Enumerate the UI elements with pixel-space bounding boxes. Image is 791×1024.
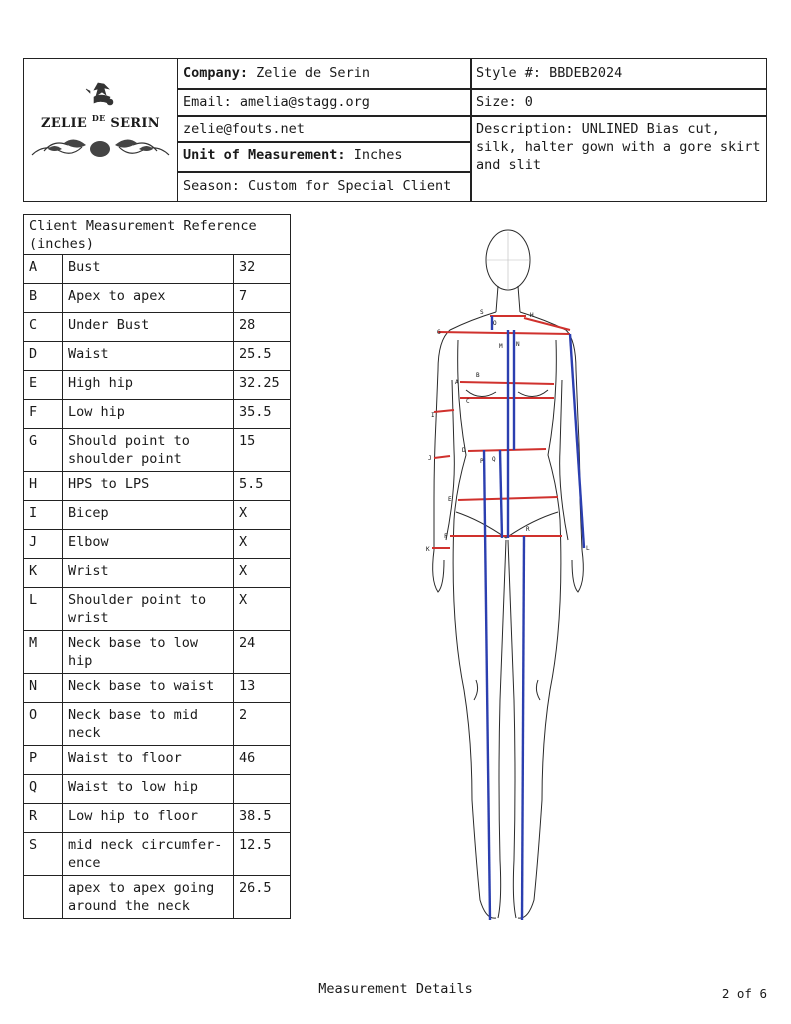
figure-label: I bbox=[431, 412, 435, 419]
figure-label: N bbox=[516, 341, 520, 348]
table-cell-code: C bbox=[24, 313, 63, 342]
table-cell-name: Neck base to waist bbox=[63, 674, 234, 703]
header-block bbox=[23, 58, 767, 202]
table-row bbox=[24, 833, 291, 876]
table-cell-value: 26.5 bbox=[234, 876, 291, 919]
table-cell-name: Apex to apex bbox=[63, 284, 234, 313]
table-cell-code: O bbox=[24, 703, 63, 746]
table-cell-name: Low hip bbox=[63, 400, 234, 429]
table-title: Client Measurement Reference (inches) bbox=[24, 215, 291, 255]
table-row bbox=[24, 342, 291, 371]
table-cell-code: R bbox=[24, 804, 63, 833]
table-cell-value: 5.5 bbox=[234, 472, 291, 501]
table-cell-code bbox=[24, 876, 63, 919]
page-number: 2 of 6 bbox=[721, 986, 767, 1001]
table-cell-name: Neck base to mid neck bbox=[63, 703, 234, 746]
table-row bbox=[24, 746, 291, 775]
table-cell-value: 38.5 bbox=[234, 804, 291, 833]
style-cell: Style #: BBDEB2024 bbox=[476, 65, 623, 81]
table-cell-name: High hip bbox=[63, 371, 234, 400]
table-row bbox=[24, 674, 291, 703]
table-cell-code: N bbox=[24, 674, 63, 703]
table-cell-code: I bbox=[24, 501, 63, 530]
figure-label: G bbox=[437, 329, 441, 336]
table-row bbox=[24, 429, 291, 472]
table-cell-name: Waist to low hip bbox=[63, 775, 234, 804]
season-cell: Season: Custom for Special Client bbox=[183, 178, 452, 194]
line-i bbox=[434, 410, 454, 412]
line-p bbox=[484, 450, 490, 920]
table-cell-name: Bust bbox=[63, 255, 234, 284]
figure-label: R bbox=[526, 526, 530, 533]
table-cell-code: A bbox=[24, 255, 63, 284]
footer-title: Measurement Details bbox=[318, 981, 473, 997]
line-l bbox=[570, 334, 584, 548]
table-row bbox=[24, 876, 291, 919]
table-row bbox=[24, 703, 291, 746]
table-row bbox=[24, 775, 291, 804]
table-cell-name: Wrist bbox=[63, 559, 234, 588]
logo-cell bbox=[24, 59, 178, 201]
table-cell-name: mid neck circumfer-ence bbox=[63, 833, 234, 876]
line-h bbox=[524, 318, 570, 330]
figure-label: P bbox=[480, 458, 484, 465]
table-cell-name: Neck base to low hip bbox=[63, 631, 234, 674]
table-cell-name: Shoulder point to wrist bbox=[63, 588, 234, 631]
figure-label: O bbox=[493, 320, 497, 327]
table-row bbox=[24, 559, 291, 588]
table-cell-code: G bbox=[24, 429, 63, 472]
table-cell-value: 13 bbox=[234, 674, 291, 703]
table-cell-code: P bbox=[24, 746, 63, 775]
table-cell-code: L bbox=[24, 588, 63, 631]
table-cell-code: H bbox=[24, 472, 63, 501]
table-cell-value bbox=[234, 775, 291, 804]
figure-label: D bbox=[462, 447, 466, 454]
table-cell-code: F bbox=[24, 400, 63, 429]
email-cell: Email: amelia@stagg.org bbox=[183, 94, 370, 110]
table-row bbox=[24, 472, 291, 501]
figure-label: Q bbox=[492, 456, 496, 463]
table-row bbox=[24, 588, 291, 631]
table-cell-name: Bicep bbox=[63, 501, 234, 530]
table-row bbox=[24, 313, 291, 342]
table-row bbox=[24, 255, 291, 284]
measurement-table bbox=[23, 214, 291, 919]
table-cell-value: 12.5 bbox=[234, 833, 291, 876]
size-cell: Size: 0 bbox=[476, 94, 533, 110]
table-cell-name: Waist bbox=[63, 342, 234, 371]
table-cell-value: X bbox=[234, 559, 291, 588]
figure-label: E bbox=[448, 496, 452, 503]
table-cell-code: B bbox=[24, 284, 63, 313]
figure-label: L bbox=[586, 545, 590, 552]
table-cell-value: 7 bbox=[234, 284, 291, 313]
line-r bbox=[522, 536, 524, 920]
table-row bbox=[24, 804, 291, 833]
table-cell-value: X bbox=[234, 501, 291, 530]
table-cell-value: 28 bbox=[234, 313, 291, 342]
uom-cell: Unit of Measurement: Inches bbox=[183, 147, 403, 163]
table-cell-name: Under Bust bbox=[63, 313, 234, 342]
table-cell-value: 35.5 bbox=[234, 400, 291, 429]
table-cell-value: X bbox=[234, 530, 291, 559]
figure-label: H bbox=[530, 312, 534, 319]
table-cell-name: Low hip to floor bbox=[63, 804, 234, 833]
table-cell-code: M bbox=[24, 631, 63, 674]
table-cell-code: Q bbox=[24, 775, 63, 804]
figure-label: B bbox=[476, 372, 480, 379]
table-cell-name: apex to apex going around the neck bbox=[63, 876, 234, 919]
table-cell-value: 15 bbox=[234, 429, 291, 472]
description-cell: Description: UNLINED Bias cut, silk, halter gown with a gore skirt and slit bbox=[476, 121, 761, 173]
table-row bbox=[24, 530, 291, 559]
body-measurement-figure bbox=[410, 220, 600, 930]
table-cell-value: 32 bbox=[234, 255, 291, 284]
table-cell-code: D bbox=[24, 342, 63, 371]
figure-label: F bbox=[444, 533, 448, 540]
figure-label: K bbox=[426, 546, 430, 553]
table-cell-value: 2 bbox=[234, 703, 291, 746]
figure-label: C bbox=[466, 398, 470, 405]
figure-label: J bbox=[428, 455, 432, 462]
line-g bbox=[438, 332, 570, 334]
table-cell-name: HPS to LPS bbox=[63, 472, 234, 501]
figure-label: A bbox=[455, 379, 459, 386]
line-q bbox=[500, 450, 502, 538]
table-cell-code: S bbox=[24, 833, 63, 876]
table-cell-value: 24 bbox=[234, 631, 291, 674]
table-cell-code: E bbox=[24, 371, 63, 400]
line-j bbox=[434, 456, 450, 458]
table-row bbox=[24, 400, 291, 429]
logo-wordmark: ZELIE $^{DE}$ SERIN bbox=[41, 113, 160, 131]
company-cell: Company: Zelie de Serin bbox=[183, 65, 370, 81]
table-row bbox=[24, 631, 291, 674]
table-cell-value: 25.5 bbox=[234, 342, 291, 371]
table-row bbox=[24, 284, 291, 313]
table-row bbox=[24, 501, 291, 530]
figure-label: M bbox=[499, 343, 503, 350]
table-cell-code: K bbox=[24, 559, 63, 588]
table-cell-name: Waist to floor bbox=[63, 746, 234, 775]
table-cell-name: Elbow bbox=[63, 530, 234, 559]
table-cell-name: Should point to shoulder point bbox=[63, 429, 234, 472]
table-cell-value: 46 bbox=[234, 746, 291, 775]
table-row bbox=[24, 371, 291, 400]
figure-label: S bbox=[480, 309, 484, 316]
table-cell-code: J bbox=[24, 530, 63, 559]
email2-cell: zelie@fouts.net bbox=[183, 121, 305, 137]
table-cell-value: 32.25 bbox=[234, 371, 291, 400]
table-cell-value: X bbox=[234, 588, 291, 631]
